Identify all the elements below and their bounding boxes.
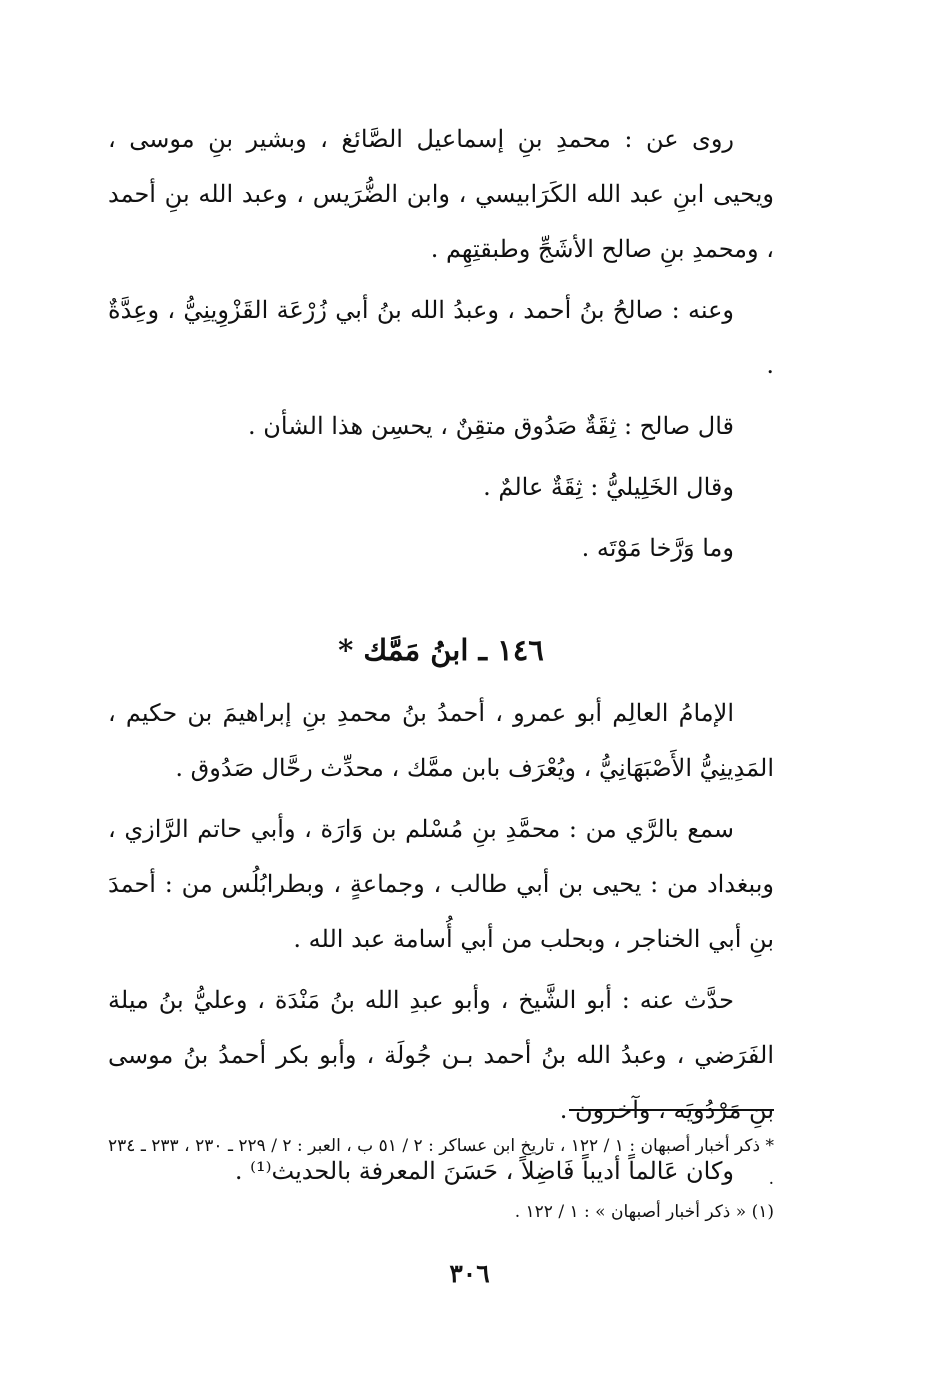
page-body xyxy=(108,112,774,1262)
paragraph-narrated-from: روى عن : محمدِ بنِ إسماعيل الصَّائغ ، وبشير بنِ موسى ، ويحيى ابنِ عبد الله الكَرَابيسي ، وابن الضُّرَيس ، وعبد الله بنِ أحمد ، ومحمدِ بنِ صالح الأشَجِّ وطبقتِهِم . xyxy=(108,125,774,263)
footnotes xyxy=(108,1130,774,1229)
footnote-one: (١) « ذكر أخبار أصبهان » : ١ / ١٢٢ . xyxy=(514,1202,774,1222)
footnote-divider xyxy=(569,1109,774,1111)
paragraph-salih-quote: قال صالح : ثِقَةٌ صَدُوق متقِنٌ ، يحسِن هذا الشأن . xyxy=(248,412,734,440)
footnote-sources: * ذكر أخبار أصبهان : ١ / ١٢٢ ، تاريخ ابن عساكر : ٢ / ٥١ ب ، العبر : ٢ / ٢٢٩ ـ ٢٣٠ ، ٢٣٣ ـ ٢٣٤ . xyxy=(108,1136,774,1189)
paragraph-narrators-from-him: وعنه : صالحُ بنُ أحمد ، وعبدُ الله بنُ أبي زُرْعَة القَزْوِينِيُّ ، وعِدَّةٌ . xyxy=(108,296,774,379)
paragraph-heard-from: سمع بالرَّي من : محمَّدِ بنِ مُسْلم بن وَارَة ، وأبي حاتم الرَّازي ، وببغداد من : يحيى بن أبي طالب ، وجماعةٍ ، وبطرابُلُس من : أحمدَ بنِ أبي الخناجر ، وبحلب من أبي أُسامة عبد الله . xyxy=(108,815,774,953)
paragraph-khalili-quote: وقال الخَلِيليُّ : ثِقَةٌ عالمٌ . xyxy=(483,473,734,501)
paragraph-narrated-by: حدَّث عنه : أبو الشَّيخ ، وأبو عبدِ الله بنُ مَنْدَة ، وعليُّ بنُ ميلة الفَرَضي ، وعبدُ الله بنُ أحمد بـن جُولَة ، وأبو بكر أحمدُ بنُ موسى بنِ مَرْدُويَه ، وآخرون . xyxy=(108,986,774,1124)
paragraph-description: وكان عَالماً أديباً فَاضِلاً ، حَسَنَ المعرفة بالحديث⁽¹⁾ . xyxy=(234,1157,734,1185)
page-number: ٣٠٦ xyxy=(449,1259,490,1288)
paragraph-biography: الإمامُ العالِم أبو عمرو ، أحمدُ بنُ محمدِ بنِ إبراهيمَ بن حكيم ، المَدِينِيُّ الأَصْبَهَانِيُّ ، ويُعْرَف بابن ممَّك ، محدِّث رحَّال صَدُوق . xyxy=(108,699,774,782)
paragraph-death-date: وما وَرَّخا مَوْتَه . xyxy=(581,534,734,562)
entry-title: ١٤٦ ـ ابنُ مَمَّك * xyxy=(338,633,544,667)
